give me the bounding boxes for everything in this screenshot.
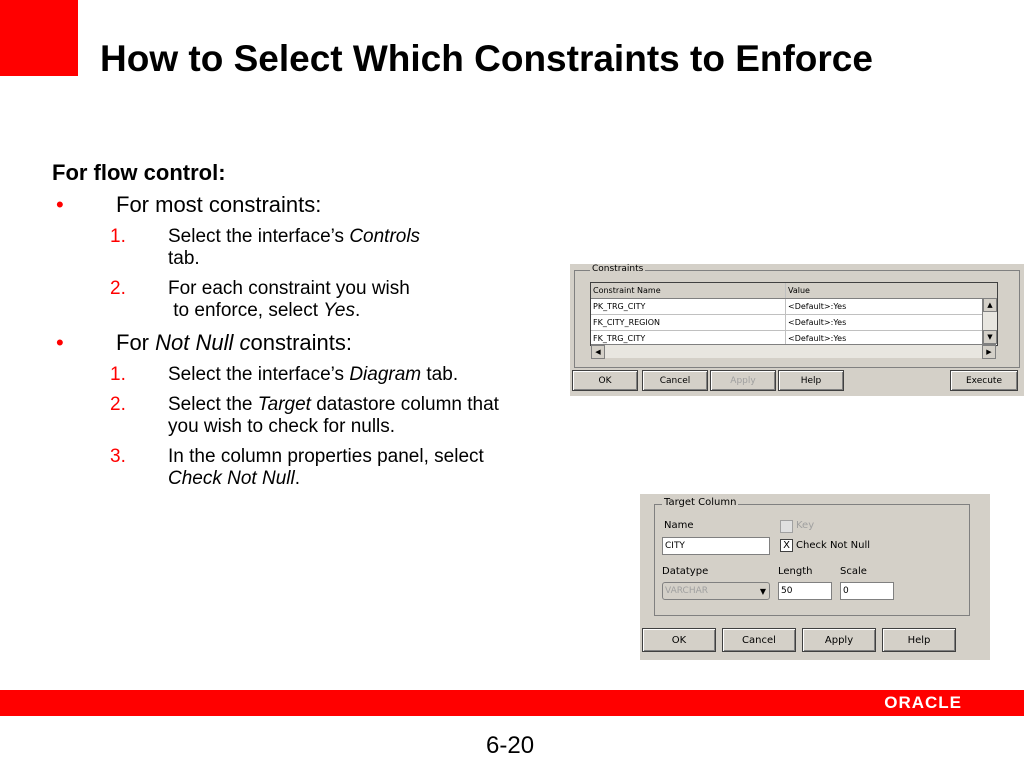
oracle-logo: ORACLE bbox=[884, 693, 962, 712]
red-corner-block bbox=[0, 0, 78, 76]
table-row[interactable] bbox=[591, 299, 997, 315]
step-item bbox=[110, 446, 632, 490]
bullet-text: For most constraints: bbox=[116, 192, 322, 217]
table-header bbox=[591, 283, 997, 299]
step-text bbox=[168, 226, 632, 270]
step-text bbox=[168, 394, 632, 438]
step-text-em: Target bbox=[257, 394, 311, 415]
step-text-line2: tab. bbox=[168, 248, 200, 269]
constraints-table bbox=[590, 282, 998, 346]
execute-button[interactable]: Execute bbox=[950, 370, 1018, 391]
help-button[interactable]: Help bbox=[882, 628, 956, 652]
bullet-marker: • bbox=[56, 330, 64, 355]
help-button[interactable]: Help bbox=[778, 370, 844, 391]
step-number: 1. bbox=[110, 364, 126, 385]
constraint-value-cell[interactable]: <Default>:Yes bbox=[788, 318, 847, 327]
step-number: 1. bbox=[110, 226, 126, 247]
vertical-scrollbar[interactable] bbox=[982, 298, 997, 344]
step-text-post: . bbox=[294, 468, 300, 489]
key-label: Key bbox=[796, 520, 815, 531]
slide-content bbox=[52, 160, 632, 498]
ok-button[interactable]: OK bbox=[572, 370, 638, 391]
check-not-null-label: Check Not Null bbox=[796, 540, 871, 551]
target-column-legend: Target Column bbox=[664, 497, 737, 508]
constraint-name-cell: PK_TRG_CITY bbox=[591, 299, 786, 314]
constraints-legend: Constraints bbox=[592, 264, 644, 274]
step-text bbox=[168, 278, 632, 322]
page-number: 6-20 bbox=[486, 732, 535, 759]
step-text-post: tab. bbox=[421, 364, 459, 385]
step-text bbox=[168, 446, 632, 490]
step-number: 2. bbox=[110, 278, 126, 299]
cancel-button[interactable]: Cancel bbox=[642, 370, 708, 391]
length-label: Length bbox=[778, 566, 813, 577]
step-text-pre: Select the bbox=[168, 394, 258, 415]
footer-bar bbox=[0, 690, 1024, 716]
bullet-text-post: onstraints: bbox=[250, 330, 352, 355]
scroll-right-icon[interactable]: ▶ bbox=[982, 345, 996, 359]
apply-button[interactable]: Apply bbox=[802, 628, 876, 652]
column-header-value[interactable]: Value bbox=[788, 286, 810, 295]
constraint-name-cell: FK_TRG_CITY bbox=[591, 331, 786, 346]
target-column-panel bbox=[640, 494, 990, 660]
step-text-pre: In the column properties panel, select bbox=[168, 446, 484, 467]
step-text bbox=[168, 364, 632, 386]
length-field[interactable]: 50 bbox=[778, 582, 832, 600]
apply-button[interactable]: Apply bbox=[710, 370, 776, 391]
flow-control-heading: For flow control: bbox=[52, 160, 226, 185]
step-item bbox=[110, 226, 632, 270]
bullet-marker: • bbox=[56, 192, 64, 217]
scale-field[interactable]: 0 bbox=[840, 582, 894, 600]
ok-button[interactable]: OK bbox=[642, 628, 716, 652]
datatype-label: Datatype bbox=[662, 566, 709, 577]
slide-title: How to Select Which Constraints to Enforce bbox=[100, 38, 873, 79]
bullet-text bbox=[116, 330, 352, 356]
constraints-panel bbox=[570, 264, 1024, 396]
step-item bbox=[110, 394, 632, 438]
step-text-em: Diagram bbox=[349, 364, 422, 385]
name-label: Name bbox=[664, 520, 694, 531]
check-not-null-checkbox[interactable]: X bbox=[780, 539, 793, 552]
step-text-post: datastore column that bbox=[310, 394, 499, 415]
step-text-post: . bbox=[354, 300, 361, 321]
step-text-em: Controls bbox=[349, 226, 421, 247]
cancel-button[interactable]: Cancel bbox=[722, 628, 796, 652]
constraint-name-cell: FK_CITY_REGION bbox=[591, 315, 786, 330]
scale-label: Scale bbox=[840, 566, 867, 577]
bullet-text-em: Not Null c bbox=[155, 330, 251, 355]
table-row[interactable] bbox=[591, 315, 997, 331]
step-text-pre: Select the interface’s bbox=[168, 364, 350, 385]
scroll-down-icon[interactable]: ▼ bbox=[983, 330, 997, 344]
step-text-line2: you wish to check for nulls. bbox=[168, 416, 396, 437]
horizontal-scrollbar[interactable] bbox=[591, 344, 996, 358]
step-number: 2. bbox=[110, 394, 126, 415]
chevron-down-icon: ▼ bbox=[759, 586, 766, 596]
scroll-up-icon[interactable]: ▲ bbox=[983, 298, 997, 312]
step-text-line2: to enforce, select bbox=[173, 300, 324, 321]
step-text-pre: Select the interface’s bbox=[168, 226, 350, 247]
step-item bbox=[110, 364, 632, 386]
datatype-value: VARCHAR bbox=[665, 586, 709, 596]
constraint-value-cell[interactable]: <Default>:Yes bbox=[788, 302, 847, 311]
bullet-not-null bbox=[52, 330, 632, 356]
step-number: 3. bbox=[110, 446, 126, 467]
step-item bbox=[110, 278, 632, 322]
column-header-constraint-name[interactable]: Constraint Name bbox=[591, 283, 786, 298]
step-text-em: Check Not Null bbox=[168, 468, 295, 489]
name-field[interactable]: CITY bbox=[662, 537, 770, 555]
scroll-left-icon[interactable]: ◀ bbox=[591, 345, 605, 359]
bullet-text-pre: For bbox=[116, 330, 156, 355]
bullet-most-constraints bbox=[52, 192, 632, 218]
key-checkbox[interactable] bbox=[780, 520, 793, 533]
datatype-select[interactable] bbox=[662, 582, 770, 600]
step-text-em: Yes bbox=[323, 300, 355, 321]
step-text-pre: For each constraint you wish bbox=[168, 278, 410, 299]
constraint-value-cell[interactable]: <Default>:Yes bbox=[788, 334, 847, 343]
